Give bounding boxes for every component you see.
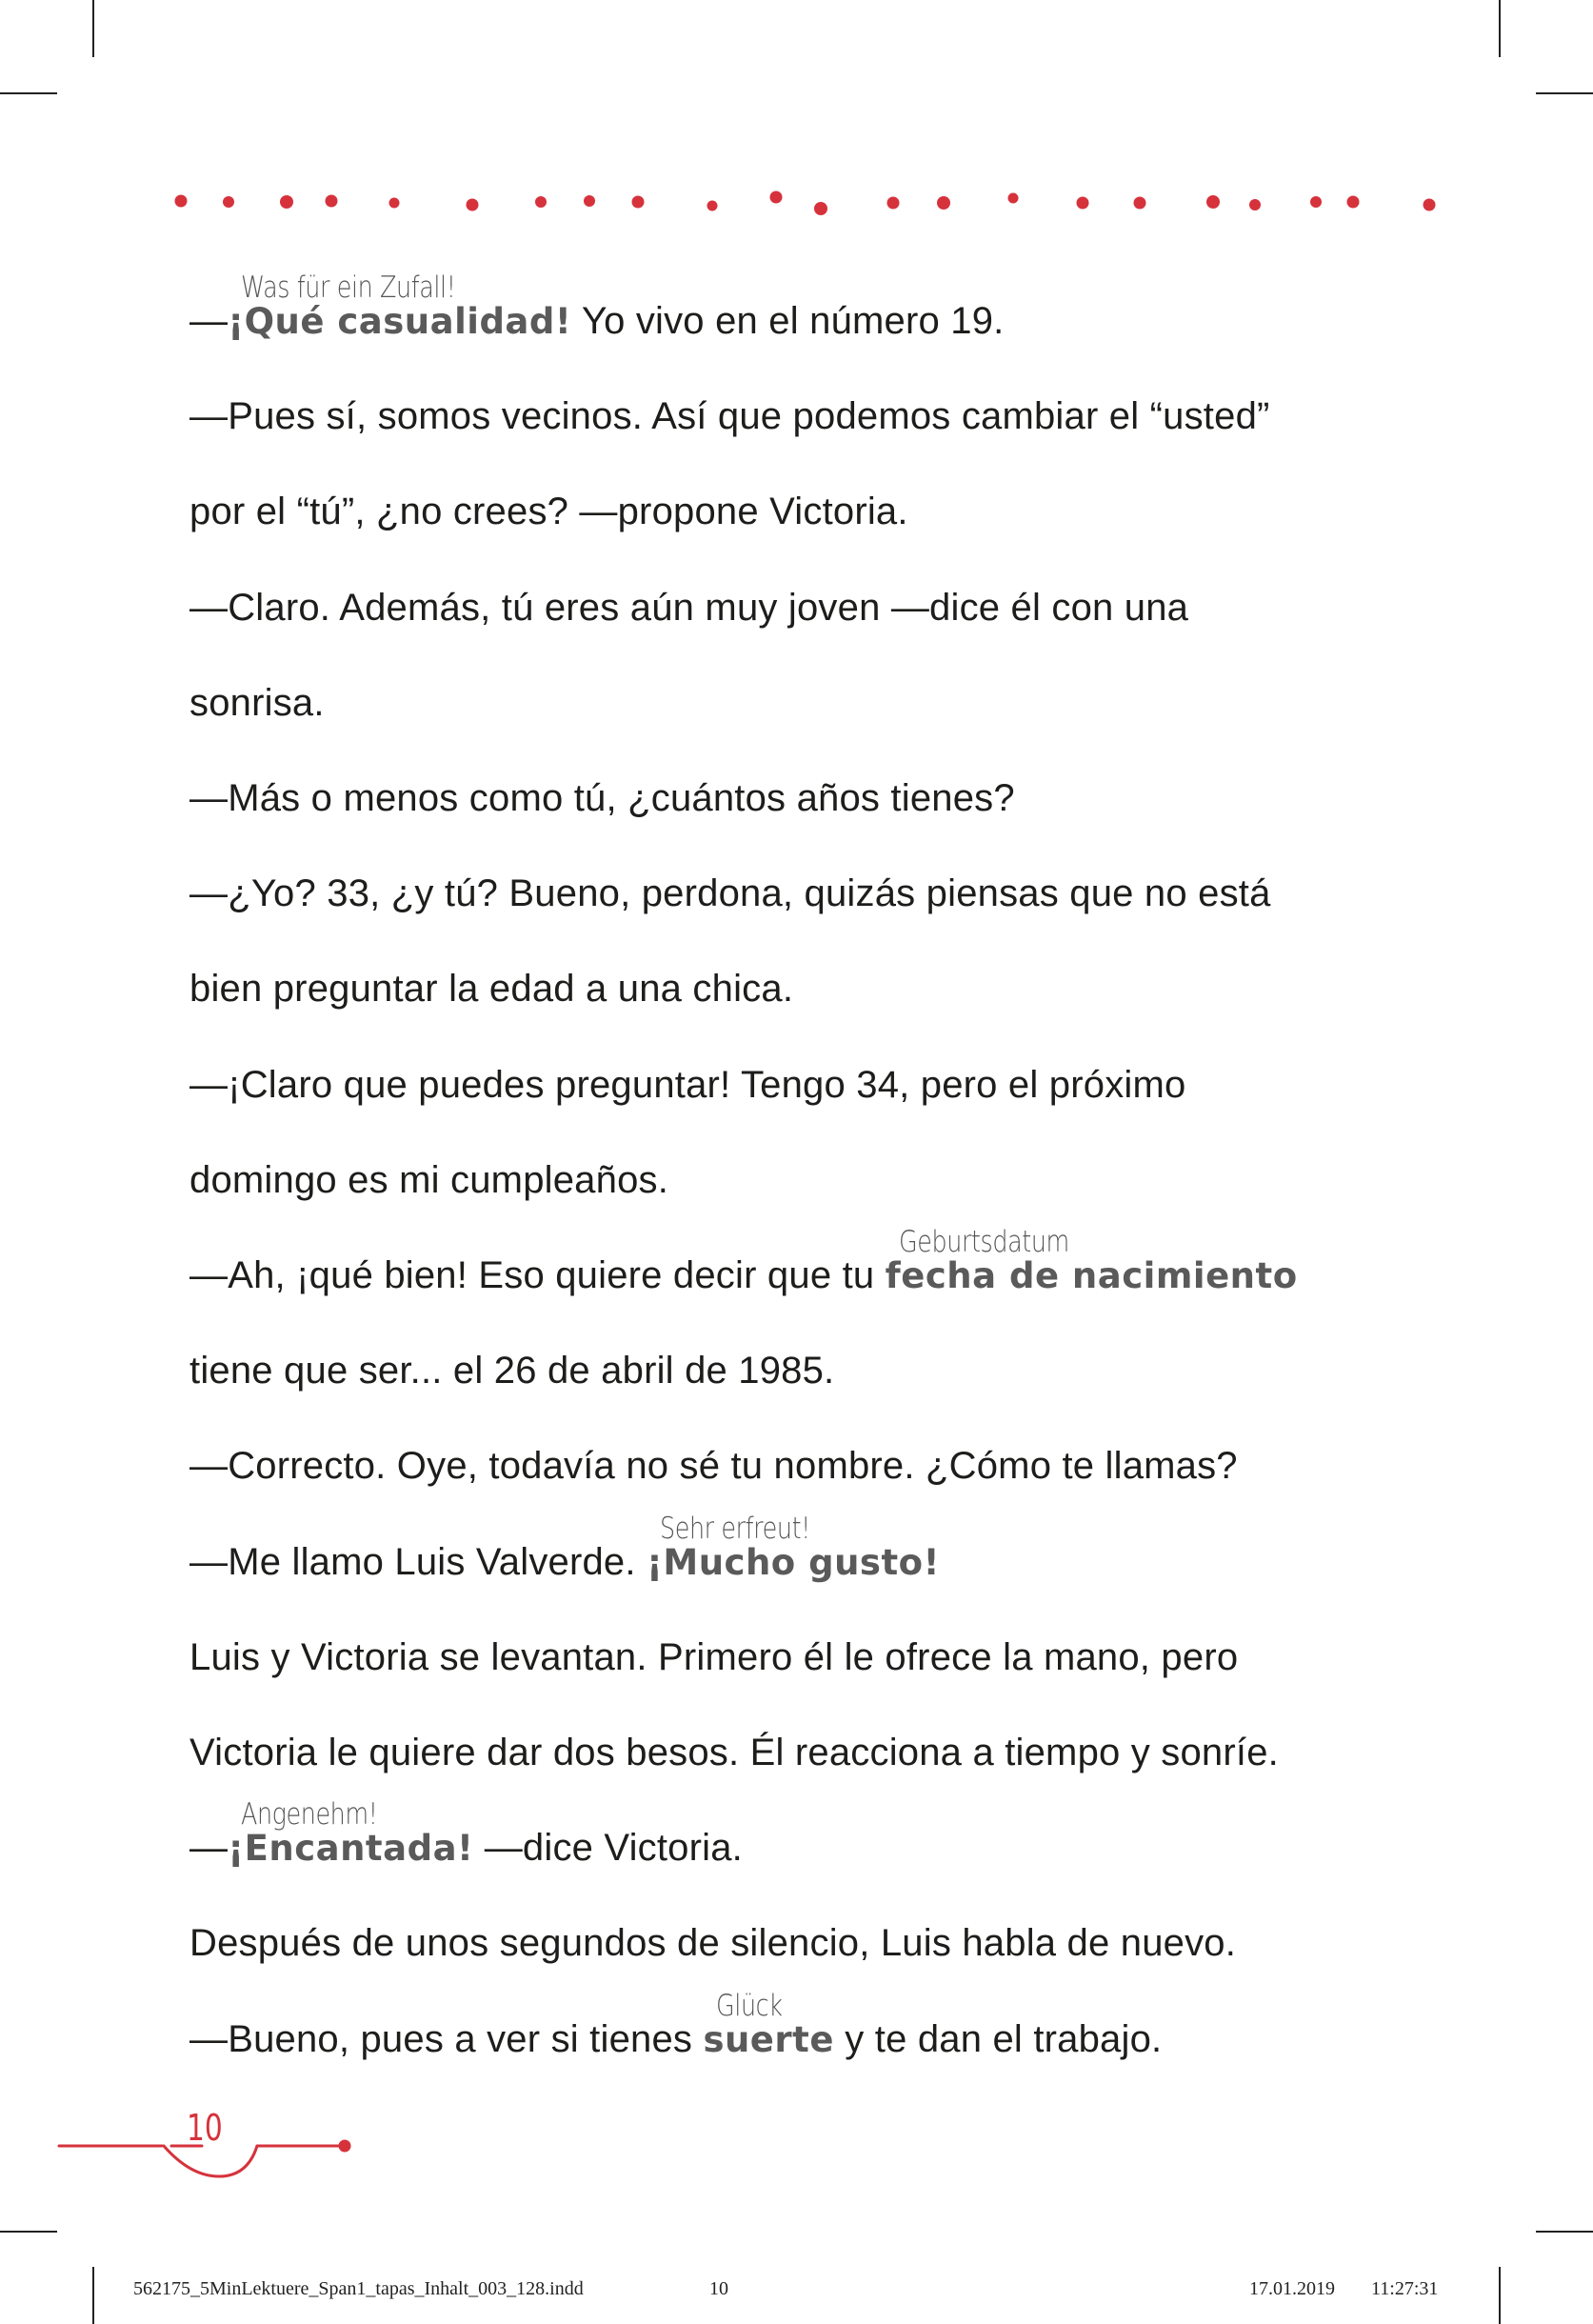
text-line [189,1225,1298,1299]
text-line [189,1988,1163,2063]
text-line [189,1348,834,1393]
text-segment: por el “tú”, ¿no crees? —propone Victoria. [189,491,908,533]
text-line [189,489,908,534]
text-segment: —Correcto. Oye, todavía no sé tu nombre. ¿Cómo te llamas? [189,1445,1238,1488]
text-line [189,775,1015,821]
text-segment: —Claro. Además, tú eres aún muy joven —dice él con una [189,586,1189,629]
text-segment: sonrisa. [189,681,325,724]
crop-mark [0,2231,57,2233]
text-line [189,1634,1238,1680]
text-segment: —Me llamo Luis Valverde. [189,1540,647,1583]
text-segment: Victoria le quiere dar dos besos. Él reacciona a tiempo y sonríe. [189,1732,1279,1773]
text-line [189,966,793,1012]
text-segment: — [189,300,229,342]
text-segment: —Bueno, pues a ver si tienes [189,2017,704,2060]
text-line [189,1157,668,1203]
text-line [189,1443,1238,1489]
text-segment: —dice Victoria. [473,1827,743,1870]
vocabulary-gloss: Angenehm! [241,1797,378,1833]
text-segment: —Más o menos como tú, ¿cuántos años tienes? [189,777,1015,819]
text-segment: Luis y Victoria se levantan. Primero él le ofrece la mano, pero [189,1635,1239,1678]
page-number: 10 [187,2107,223,2149]
crop-mark [92,2267,94,2324]
text-line [189,1062,1185,1108]
text-line [189,393,1270,439]
vocabulary-term: ¡Mucho gusto! Sehr erfreut! [647,1542,940,1583]
text-segment: —¿Yo? 33, ¿y tú? Bueno, perdona, quizás piensas que no está [189,872,1271,915]
text-line [189,680,325,726]
text-segment: —Ah, ¡qué bien! Eso quiere decir que tu [189,1254,886,1296]
footer-time: 11:27:31 [1371,2278,1439,2299]
text-line [189,1730,1279,1775]
text-segment: — [189,1827,229,1870]
vocabulary-term: suerte Glück [703,2019,834,2060]
text-segment: Después de unos segundos de silencio, Luis habla de nuevo. [189,1922,1237,1965]
vocabulary-term: ¡Encantada! Angenehm! [228,1828,473,1869]
text-segment: —¡Claro que puedes preguntar! Tengo 34, pero el próximo [189,1063,1186,1106]
text-segment: domingo es mi cumpleaños. [189,1158,669,1201]
text-line [189,585,1188,631]
crop-mark [1499,2267,1501,2324]
text-line [189,270,1005,345]
vocabulary-gloss: Was für ein Zufall! [241,270,456,305]
footer-date: 17.01.2019 [1249,2278,1335,2299]
footer-file-page: 10 [709,2278,728,2299]
decorative-dots [0,0,1593,248]
vocabulary-gloss: Glück [716,1988,783,2023]
text-line [189,1797,743,1872]
text-segment: bien preguntar la edad a una chica. [189,968,794,1011]
text-line [189,1920,1236,1966]
text-line [189,1511,940,1586]
vocabulary-term: fecha de nacimiento Geburtsdatum [886,1255,1298,1296]
text-segment: Yo vivo en el número 19. [571,300,1005,342]
crop-mark [1536,2231,1593,2233]
vocabulary-term: ¡Qué casualidad! Was für ein Zufall! [228,301,571,342]
vocabulary-gloss: Sehr erfreut! [660,1511,810,1546]
text-line [189,871,1271,916]
text-segment: —Pues sí, somos vecinos. Así que podemos cambiar el “usted” [189,395,1270,438]
vocabulary-gloss: Geburtsdatum [898,1225,1069,1259]
text-segment: tiene que ser... el 26 de abril de 1985. [189,1350,835,1392]
footer-file-name: 562175_5MinLektuere_Span1_tapas_Inhalt_003_128.indd [133,2278,584,2299]
text-segment: y te dan el trabajo. [833,2017,1163,2060]
